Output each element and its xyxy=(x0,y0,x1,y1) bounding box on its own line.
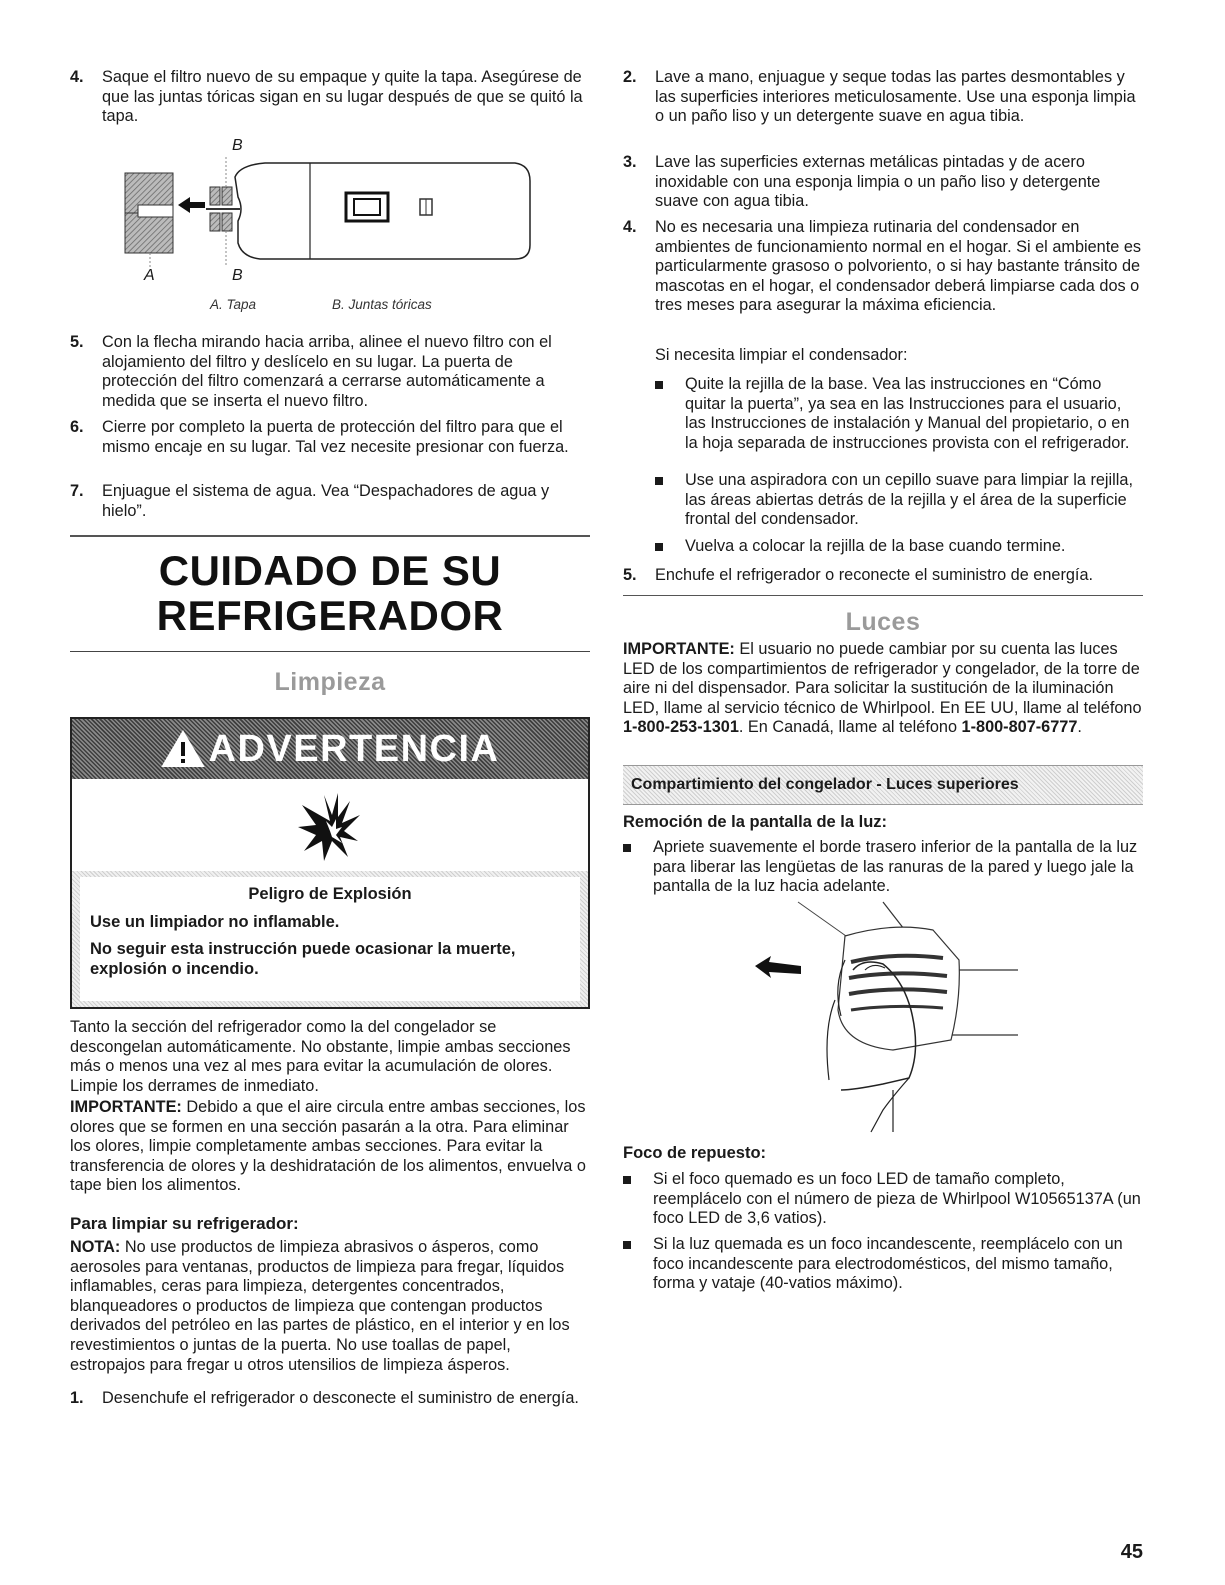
condenser-bullet xyxy=(655,537,1143,557)
step-text: Enchufe el refrigerador o reconecte el suministro de energía. xyxy=(655,566,1094,584)
divider xyxy=(623,595,1143,596)
step-text: Cierre por completo la puerta de protección del filtro para que el mismo encaje en su lugar. Tal vez necesite presionar con fuerza. xyxy=(102,418,569,456)
nota-label: NOTA: xyxy=(70,1238,121,1256)
bullet-text: Si el foco quemado es un foco LED de tamaño completo, reemplácelo con el número de pieza de Whirlpool W10565137A (un foco LED de 3,6 vatios). xyxy=(653,1170,1141,1228)
step-number: 7. xyxy=(70,482,84,500)
filter-step-4 xyxy=(70,68,590,127)
important-label: IMPORTANTE: xyxy=(70,1098,182,1116)
bullet-icon xyxy=(623,1241,631,1249)
warning-line2: No seguir esta instrucción puede ocasionar la muerte, explosión o incendio. xyxy=(90,940,516,978)
chapter-title xyxy=(70,548,590,638)
important-text: . xyxy=(1077,718,1082,737)
warning-signal-word: ADVERTENCIA xyxy=(208,727,500,770)
section-title-limpieza: Limpieza xyxy=(274,668,386,696)
subsection-bar xyxy=(623,765,1143,805)
bullet-text: Vuelva a colocar la rejilla de la base cuando termine. xyxy=(685,537,1066,555)
condenser-intro: Si necesita limpiar el condensador: xyxy=(655,346,908,364)
removal-bullet xyxy=(623,838,1143,897)
condenser-bullet xyxy=(655,375,1143,453)
figure-label-a: A xyxy=(144,267,155,284)
bulb-heading: Foco de repuesto: xyxy=(623,1144,767,1162)
step-text: Con la flecha mirando hacia arriba, alinee el nuevo filtro con el alojamiento del filtro y deslícelo en su lugar. La puerta de protección del filtro comenzará a cerrarse automáticamente a medida que se inserta el nuevo filtro. xyxy=(102,333,552,410)
caption-a: A. Tapa xyxy=(210,297,257,312)
bullet-icon xyxy=(623,1176,631,1184)
step-number: 4. xyxy=(623,218,637,236)
bulb-bullet xyxy=(623,1170,1143,1229)
clean-heading: Para limpiar su refrigerador: xyxy=(70,1214,299,1233)
step-number: 6. xyxy=(70,418,84,436)
clean-step-4 xyxy=(623,218,1143,316)
phone-us: 1-800-253-1301 xyxy=(623,718,739,737)
filter-figure xyxy=(110,135,550,315)
defrost-paragraph: Tanto la sección del refrigerador como la del congelador se descongelan automáticamente. No obstante, limpie ambas secciones más o menos una vez al mes para evitar la acumulación de olores. Limpie los derrames de inmediato. xyxy=(70,1018,571,1095)
bullet-icon xyxy=(655,477,663,485)
bullet-icon xyxy=(655,381,663,389)
bulb-bullet xyxy=(623,1235,1143,1294)
clean-step-5 xyxy=(623,566,1143,586)
step-number: 5. xyxy=(623,566,637,584)
divider xyxy=(70,535,590,537)
step-text: Saque el filtro nuevo de su empaque y quite la tapa. Asegúrese de que las juntas tóricas sigan en su lugar después de que se quitó la tapa. xyxy=(102,68,583,126)
clean-step-1 xyxy=(70,1389,590,1409)
step-number: 1. xyxy=(70,1389,84,1407)
warning-triangle-icon xyxy=(161,730,205,768)
page-number: 45 xyxy=(1120,1541,1143,1563)
phone-ca: 1-800-807-6777 xyxy=(961,718,1078,737)
subsection-title: Compartimiento del congelador - Luces superiores xyxy=(631,776,1019,793)
led-important-paragraph xyxy=(623,640,1143,738)
water-filter-illustration xyxy=(110,157,550,267)
caption-b: B. Juntas tóricas xyxy=(332,297,432,312)
bullet-text: Use una aspiradora con un cepillo suave para limpiar la rejilla, las áreas abiertas detrás de la rejilla y el área de la superficie frontal del condensador. xyxy=(685,471,1133,529)
step-number: 2. xyxy=(623,68,637,86)
nota-paragraph xyxy=(70,1238,590,1375)
odor-paragraph xyxy=(70,1098,590,1196)
step-text: Lave a mano, enjuague y seque todas las partes desmontables y las superficies interiores meticulosamente. Use una esponja limpia o un paño liso y un detergente suave en agua tibia. xyxy=(655,68,1136,126)
removal-heading: Remoción de la pantalla de la luz: xyxy=(623,813,888,831)
warning-pictogram-area xyxy=(72,779,588,873)
step-text: Desenchufe el refrigerador o desconecte el suministro de energía. xyxy=(102,1389,579,1407)
warning-header xyxy=(72,719,588,779)
chapter-title-line1: CUIDADO DE SU xyxy=(158,547,502,594)
bullet-icon xyxy=(623,844,631,852)
warning-line1: Use un limpiador no inflamable. xyxy=(90,913,340,931)
clean-step-2 xyxy=(623,68,1143,127)
step-number: 3. xyxy=(623,153,637,171)
bullet-text: Quite la rejilla de la base. Vea las instrucciones en “Cómo quitar la puerta”, ya sea en las Instrucciones para el usuario, las Instrucciones de instalación y Manual del propietario, o en la hoja separada de instrucciones provista con el refrigerador. xyxy=(685,375,1130,452)
important-text: El usuario no puede cambiar por su cuenta las luces LED de los compartimientos de refrigerador y congelador, de la torre de aire ni del dispensador. Para solicitar la sustitución de la iluminación LED, llame al servicio técnico de Whirlpool. En EE UU, llame al teléfono xyxy=(623,640,1142,717)
warning-message-area xyxy=(72,871,588,1007)
filter-step-7 xyxy=(70,482,590,521)
bullet-text: Si la luz quemada es un foco incandescente, reemplácelo con un foco incandescente para electrodomésticos, del mismo tamaño, forma y vataje (40-vatios máximo). xyxy=(653,1235,1123,1293)
step-number: 5. xyxy=(70,333,84,351)
section-title-luces: Luces xyxy=(845,608,921,636)
clean-step-3 xyxy=(623,153,1143,212)
filter-step-6 xyxy=(70,418,590,457)
figure-label-b-top: B xyxy=(232,137,243,154)
bullet-icon xyxy=(655,543,663,551)
step-text: No es necesaria una limpieza rutinaria del condensador en ambientes de funcionamiento normal en el hogar. Si el ambiente es particularmente grasoso o polvoriento, o si hay bastante tránsito de mascotas en el hogar, el condensador deberá limpiarse cada dos o tres meses para asegurar la máxima eficiencia. xyxy=(655,218,1142,315)
important-label: IMPORTANTE: xyxy=(623,640,735,658)
step-text: Lave las superficies externas metálicas pintadas y de acero inoxidable con una esponja limpia o un paño liso y detergente suave con agua tibia. xyxy=(655,153,1101,211)
light-shield-illustration xyxy=(733,900,1033,1140)
nota-text: No use productos de limpieza abrasivos o ásperos, como aerosoles para ventanas, productos de limpieza para fregar, líquidos inflamables, ceras para limpieza, detergentes concentrados, blanqueadores o productos de limpieza que contengan productos derivados del petróleo en las partes de plástico, en el interior y en los revestimientos o juntas de la puerta. No use toallas de papel, estropajos para fregar u otros utensilios de limpieza ásperos. xyxy=(70,1238,570,1374)
warning-box xyxy=(70,717,590,1009)
figure-label-b-bottom: B xyxy=(232,267,243,284)
filter-step-5 xyxy=(70,333,590,411)
step-number: 4. xyxy=(70,68,84,86)
warning-hazard: Peligro de Explosión xyxy=(248,885,412,903)
step-text: Enjuague el sistema de agua. Vea “Despachadores de agua y hielo”. xyxy=(102,482,550,520)
odor-text: Debido a que el aire circula entre ambas secciones, los olores que se formen en una sección pasarán a la otra. Para eliminar los olores, limpie completamente ambas secciones. Para evitar la transferencia de olores y la deshidratación de los alimentos, envuelva o tape bien los alimentos. xyxy=(70,1098,586,1195)
chapter-title-line2: REFRIGERADOR xyxy=(156,592,504,639)
explosion-icon xyxy=(294,791,366,863)
condenser-bullet xyxy=(655,471,1143,530)
important-text: . En Canadá, llame al teléfono xyxy=(738,718,962,737)
bullet-text: Apriete suavemente el borde trasero inferior de la pantalla de la luz para liberar las lengüetas de las ranuras de la pared y luego jale la pantalla de la luz hacia adelante. xyxy=(653,838,1138,896)
divider xyxy=(70,651,590,652)
